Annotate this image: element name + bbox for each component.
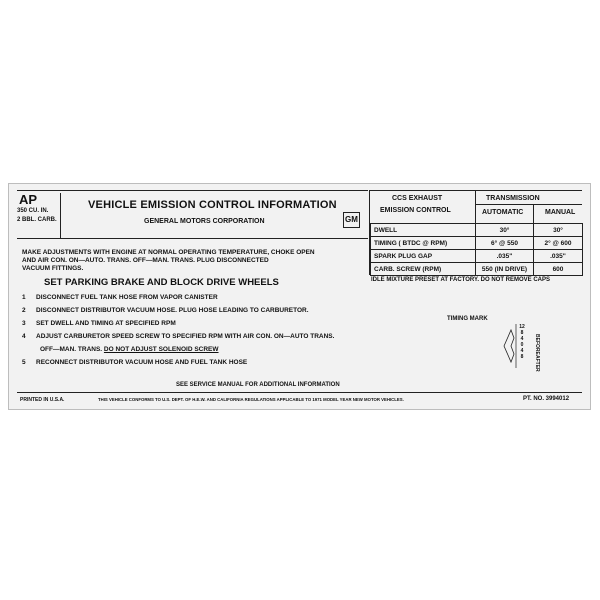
row-manual: .035" <box>534 250 583 263</box>
step-text: SET DWELL AND TIMING AT SPECIFIED RPM <box>36 320 176 327</box>
part-number: PT. NO. 3994012 <box>523 396 570 402</box>
intro-line: MAKE ADJUSTMENTS WITH ENGINE AT NORMAL OPERATING TEMPERATURE, CHOKE OPEN <box>22 249 315 256</box>
row-auto: .035" <box>476 250 534 263</box>
step-text: DISCONNECT FUEL TANK HOSE FROM VAPOR CANISTER <box>36 294 218 301</box>
adjustment-steps <box>22 294 334 372</box>
step-text: ADJUST CARBURETOR SPEED SCREW TO SPECIFIED RPM WITH AIR CON. ON—AUTO TRANS. <box>36 333 335 340</box>
step-text: DISCONNECT DISTRIBUTOR VACUUM HOSE. PLUG HOSE LEADING TO CARBURETOR. <box>36 307 309 314</box>
row-manual: 2° @ 600 <box>534 237 583 250</box>
spec-rule-divider-2 <box>533 204 534 223</box>
intro-line: AND AIR CON. ON—AUTO. TRANS. OFF—MAN. TRANS. PLUG DISCONNECTED <box>22 257 269 264</box>
col-manual: MANUAL <box>545 209 576 216</box>
header-rule-top <box>17 190 368 191</box>
row-label: DWELL <box>371 224 476 237</box>
row-auto: 6° @ 550 <box>476 237 534 250</box>
service-manual-note: SEE SERVICE MANUAL FOR ADDITIONAL INFORMATION <box>176 382 340 388</box>
ccs-title-line1: CCS EXHAUST <box>392 195 443 202</box>
table-row <box>371 224 583 237</box>
manufacturer-name: GENERAL MOTORS CORPORATION <box>144 218 265 225</box>
conformance-statement: THIS VEHICLE CONFORMS TO U.S. DEPT. OF H.E.W. AND CALIFORNIA REGULATIONS APPLICABLE TO 1971 MODEL YEAR NEW MOTOR VEHICLES. <box>98 397 404 402</box>
intro-text <box>22 249 315 273</box>
scale-tick: 4 <box>520 336 524 342</box>
timing-mark-label: TIMING MARK <box>447 316 488 322</box>
timing-scale <box>518 324 526 360</box>
row-label: CARB. SCREW (RPM) <box>371 263 476 276</box>
scale-tick: 0 <box>520 342 524 348</box>
solenoid-warning: DO NOT ADJUST SOLENOID SCREW <box>103 346 219 353</box>
list-item <box>22 320 334 333</box>
scale-tick: 12 <box>519 324 525 330</box>
spec-rule-top <box>370 190 582 191</box>
row-manual: 30° <box>534 224 583 237</box>
row-label: TIMING ( BTDC @ RPM) <box>371 237 476 250</box>
after-label: AFTER <box>534 355 540 372</box>
step-number: 2 <box>22 307 26 314</box>
step-number: 4 <box>22 333 26 340</box>
footer-rule <box>17 392 582 393</box>
spec-table <box>370 223 583 276</box>
list-item <box>22 307 334 320</box>
row-label: SPARK PLUG GAP <box>371 250 476 263</box>
before-label: BEFORE <box>534 334 540 355</box>
spec-rule-mid <box>475 204 582 205</box>
step-number: 1 <box>22 294 26 301</box>
spec-rule-divider <box>475 190 476 223</box>
scale-tick: 8 <box>520 330 524 336</box>
step-text: OFF—MAN. TRANS. <box>40 346 103 353</box>
row-manual: 600 <box>534 263 583 276</box>
list-item <box>22 333 334 346</box>
step-text: RECONNECT DISTRIBUTOR VACUUM HOSE AND FUEL TANK HOSE <box>36 359 248 366</box>
carburetor-type: 2 BBL. CARB. <box>17 217 57 223</box>
engine-displacement: 350 CU. IN. <box>17 208 49 214</box>
list-item <box>22 346 334 359</box>
scale-tick: 8 <box>520 354 524 360</box>
table-row <box>371 237 583 250</box>
printed-in-usa: PRINTED IN U.S.A. <box>20 397 65 403</box>
gm-logo: GM <box>343 212 360 228</box>
parking-brake-warning: SET PARKING BRAKE AND BLOCK DRIVE WHEELS <box>44 277 279 288</box>
ccs-title-line2: EMISSION CONTROL <box>380 207 451 214</box>
row-auto: 550 (IN DRIVE) <box>476 263 534 276</box>
intro-line: VACUUM FITTINGS. <box>22 265 84 272</box>
engine-code-box <box>17 193 61 238</box>
table-row <box>371 263 583 276</box>
row-auto: 30° <box>476 224 534 237</box>
col-automatic: AUTOMATIC <box>482 209 524 216</box>
header-rule-bottom <box>17 238 368 239</box>
list-item <box>22 359 334 372</box>
step-number: 3 <box>22 320 26 327</box>
list-item <box>22 294 334 307</box>
step-number: 5 <box>22 359 26 366</box>
engine-code: AP <box>19 192 38 207</box>
idle-mixture-note: IDLE MIXTURE PRESET AT FACTORY. DO NOT REMOVE CAPS <box>371 277 551 283</box>
scale-tick: 4 <box>520 348 524 354</box>
table-row <box>371 250 583 263</box>
decal-title: VEHICLE EMISSION CONTROL INFORMATION <box>88 199 337 211</box>
timing-notch <box>504 330 514 362</box>
transmission-title: TRANSMISSION <box>486 195 540 202</box>
